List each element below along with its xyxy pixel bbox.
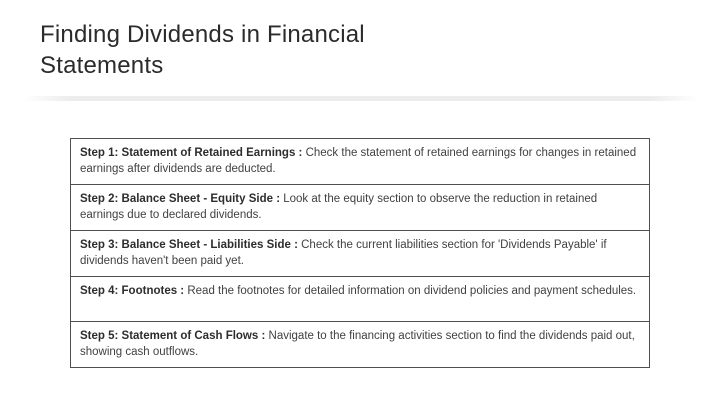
page-title bbox=[40, 19, 365, 81]
title-divider bbox=[22, 96, 698, 101]
step-5-label: Step 5: Statement of Cash Flows : bbox=[80, 330, 266, 342]
table-row-step-2 bbox=[71, 184, 649, 230]
table-row-step-4 bbox=[71, 276, 649, 321]
page-title-line-1: Finding Dividends in Financial bbox=[40, 21, 365, 48]
step-3-label: Step 3: Balance Sheet - Liabilities Side : bbox=[80, 239, 298, 251]
step-2-label: Step 2: Balance Sheet - Equity Side : bbox=[80, 193, 281, 205]
step-1-description: Check the statement of retained earnings for changes in retained earnings after dividends are deducted. bbox=[80, 147, 637, 175]
step-4-description: Read the footnotes for detailed information on dividend policies and payment schedules. bbox=[187, 285, 637, 297]
steps-table bbox=[70, 138, 650, 368]
step-4-label: Step 4: Footnotes : bbox=[80, 285, 185, 297]
table-row-step-3 bbox=[71, 230, 649, 276]
step-1-label: Step 1: Statement of Retained Earnings : bbox=[80, 147, 303, 159]
page-title-line-2: Statements bbox=[40, 52, 164, 79]
table-row-step-5 bbox=[71, 321, 649, 367]
step-3-description: Check the current liabilities section for 'Dividends Payable' if dividends haven't been paid yet. bbox=[80, 239, 607, 267]
step-5-description: Navigate to the financing activities section to find the dividends paid out, showing cash outflows. bbox=[80, 330, 635, 358]
table-row-step-1 bbox=[71, 139, 649, 184]
step-2-description: Look at the equity section to observe the reduction in retained earnings due to declared dividends. bbox=[80, 193, 598, 221]
